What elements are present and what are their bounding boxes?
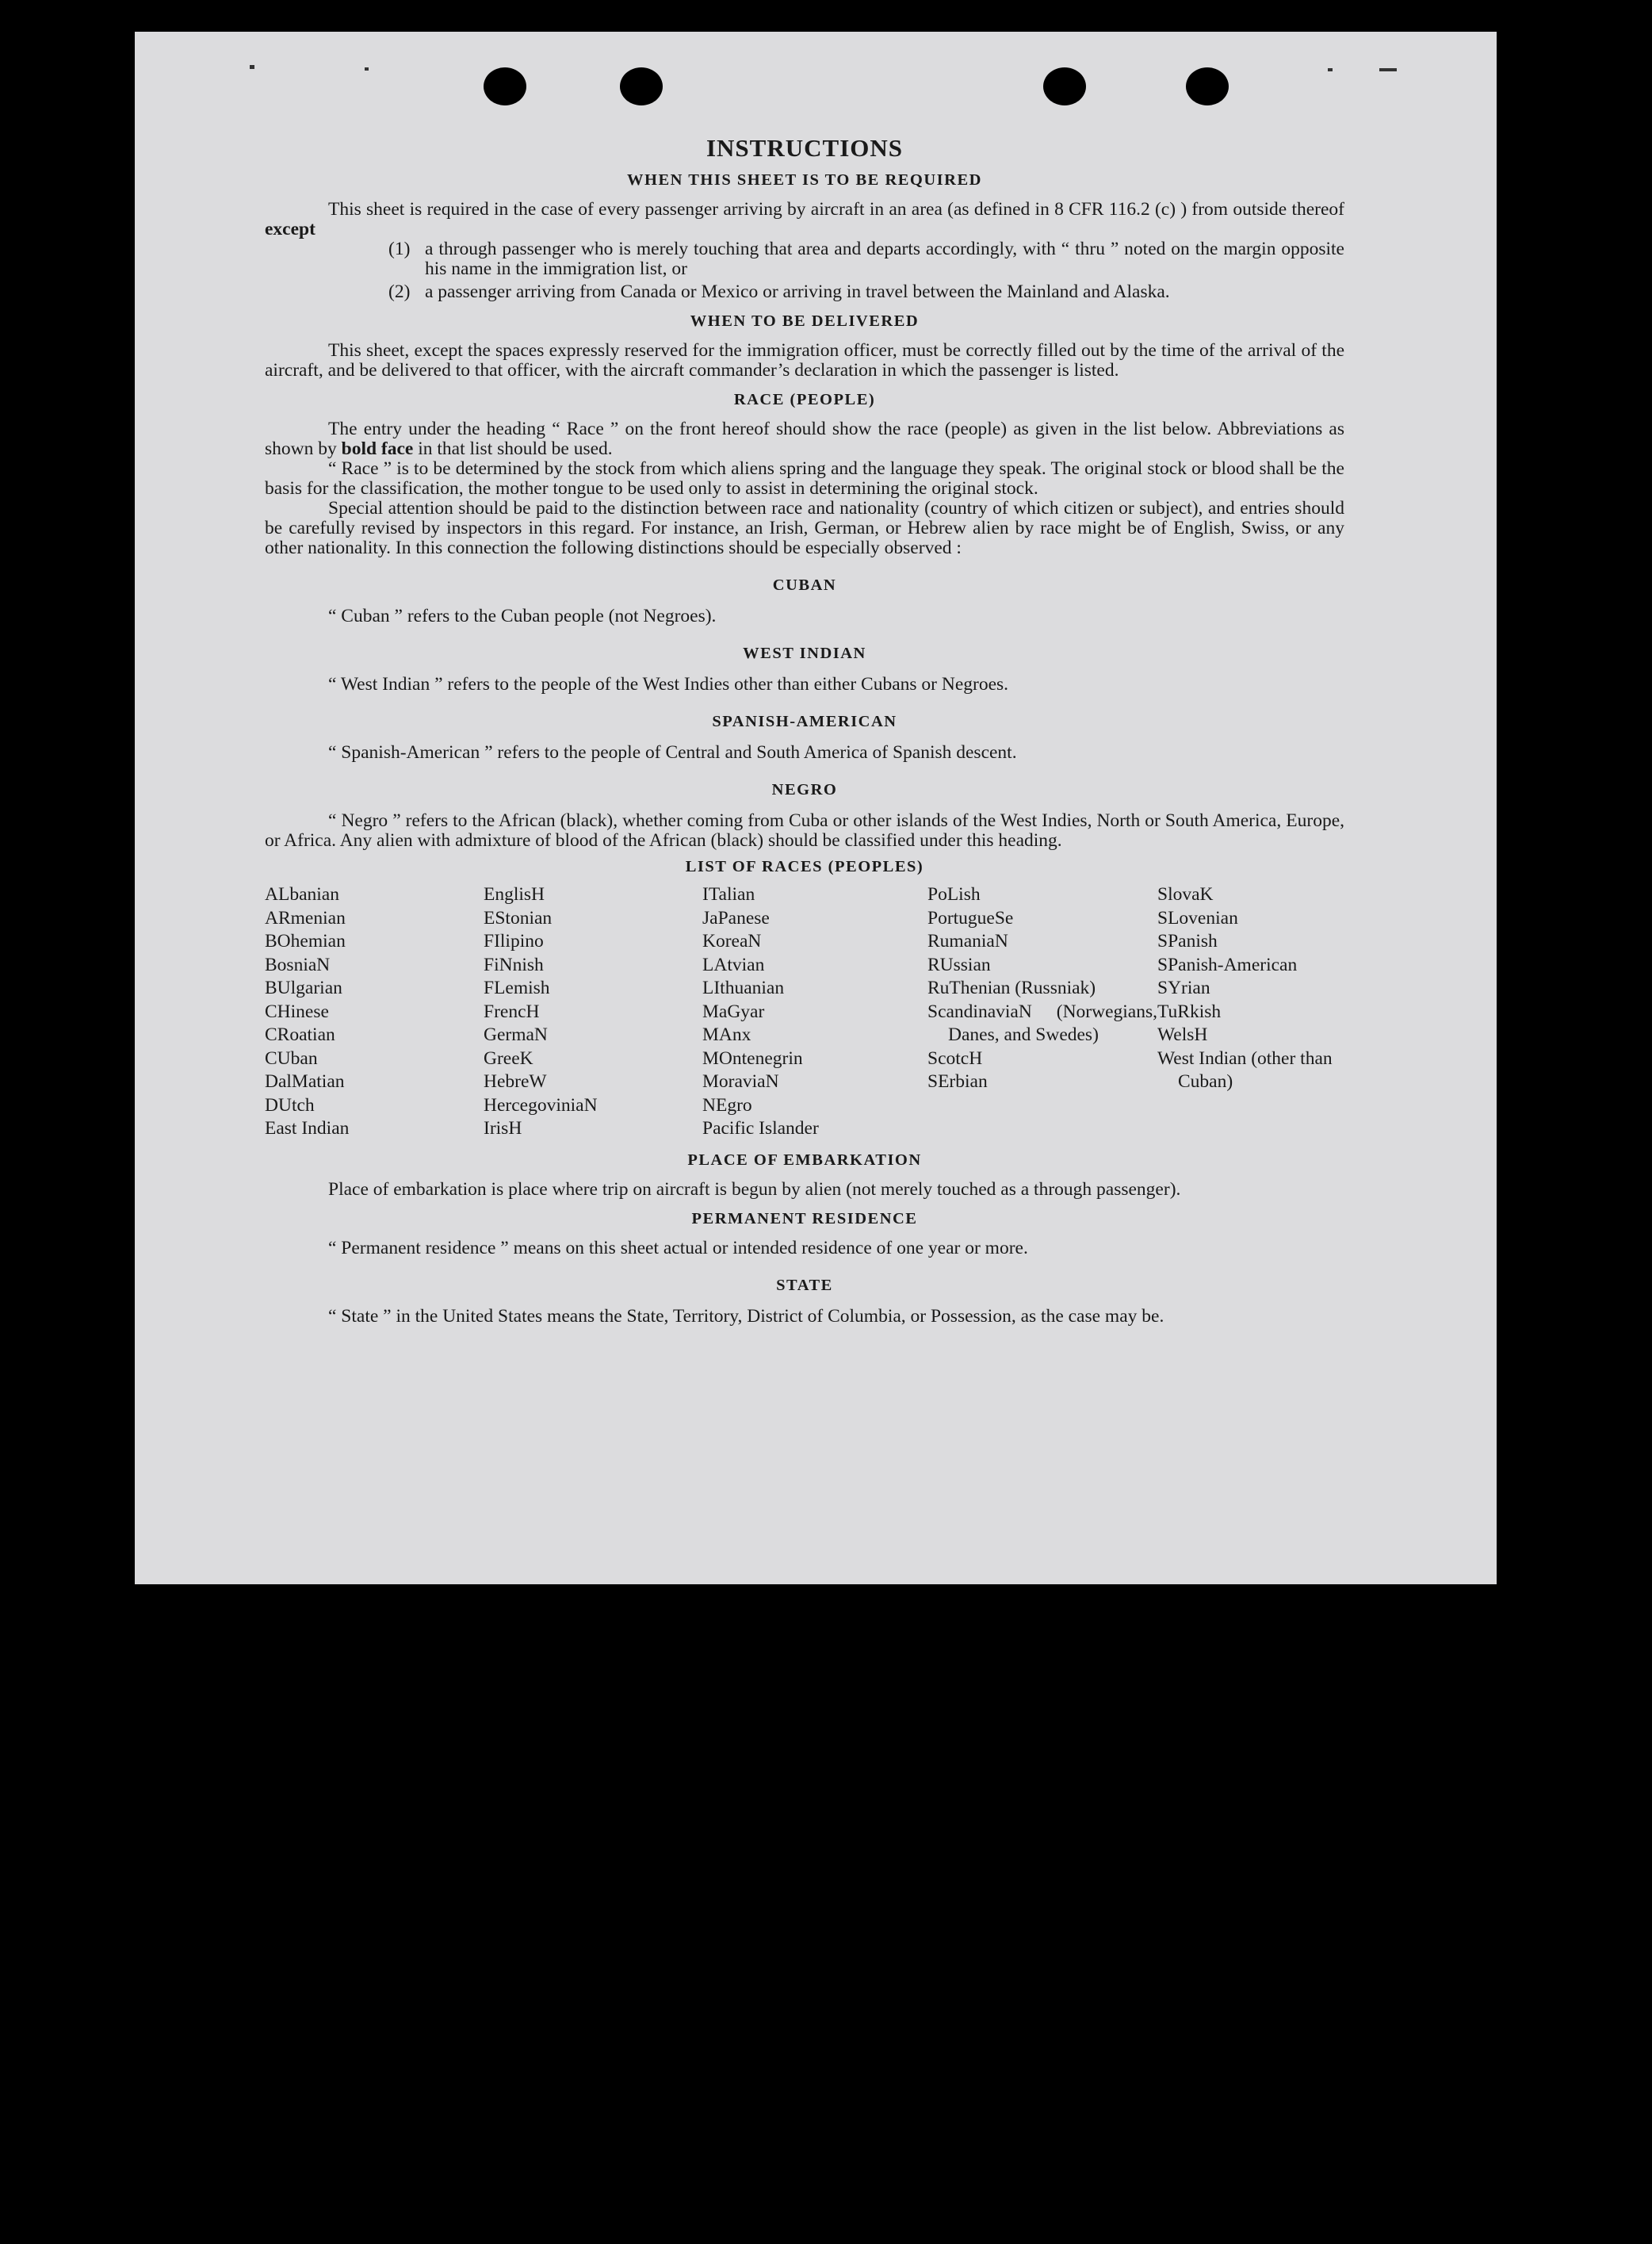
paragraph: “ Cuban ” refers to the Cuban people (not Negroes). (328, 606, 717, 626)
speck (1328, 68, 1333, 71)
paragraph: “ Race ” is to be determined by the stock from which aliens spring and the language they speak. The original stock or blood shall be the basis for the classification, the mother tongue to be used only to assist in determining the original stock. (265, 458, 1344, 499)
page-title: INSTRUCTIONS (706, 134, 903, 162)
races-column: ALbanian ARmenian BOhemian BosniaN BUlgarian CHinese CRoatian CUban DalMatian DUtch East Indian (265, 884, 350, 1139)
paragraph: This sheet, except the spaces expressly reserved for the immigration officer, must be correctly filled out by the time of the arrival of the aircraft, and be delivered to that officer, with the aircraft commander’s declaration in which the passenger is listed. (265, 340, 1344, 381)
punch-hole (1186, 67, 1229, 105)
paragraph: This sheet is required in the case of every passenger arriving by aircraft in an area (as defined in 8 CFR 116.2 (c) ) from outside thereof except (265, 199, 1344, 239)
section-heading: PERMANENT RESIDENCE (691, 1209, 918, 1227)
section-heading: LIST OF RACES (PEOPLES) (685, 858, 924, 875)
speck (1379, 68, 1397, 71)
paragraph: “ Spanish-American ” refers to the people of Central and South America of Spanish descent. (328, 742, 1017, 763)
bold-face-text: bold face (341, 438, 414, 459)
speck (365, 67, 369, 71)
races-column: SlovaK SLovenian SPanish SPanish-American SYrian TuRkish WelsH West Indian (other than Cuban) (1157, 884, 1333, 1092)
punch-hole (484, 67, 526, 105)
races-column: ITalian JaPanese KoreaN LAtvian LIthuanian MaGyar MAnx MOntenegrin MoraviaN NEgro Pacific Islander (702, 884, 819, 1139)
speck (250, 65, 254, 69)
paragraph: Special attention should be paid to the distinction between race and nationality (country of which citizen or subject), and entries should be carefully revised by inspectors in this regard. For instance, an Irish, German, or Hebrew alien by race might be of English, Swiss, or any other nationality. In this connection the following distinctions should be especially observed : (265, 498, 1344, 558)
paragraph: The entry under the heading “ Race ” on the front hereof should show the race (people) as given in the list below. Abbreviations as shown by bold face in that list should be used. (265, 419, 1344, 459)
paragraph: Place of embarkation is place where trip on aircraft is begun by alien (not merely touched as a through passenger). (328, 1178, 1181, 1200)
instructions-text (265, 134, 1344, 1327)
section-heading: STATE (776, 1276, 833, 1294)
list-item: (1) a through passenger who is merely touching that area and departs accordingly, with “ thru ” noted on the margin opposite his name in the immigration list, or (388, 239, 1344, 279)
paragraph: “ State ” in the United States means the State, Territory, District of Columbia, or Possession, as the case may be. (328, 1305, 1164, 1327)
paragraph: “ Negro ” refers to the African (black), whether coming from Cuba or other islands of the West Indies, North or South America, Europe, or Africa. Any alien with admixture of blood of the African (black) should be classified under this heading. (265, 810, 1344, 851)
section-heading: RACE (PEOPLE) (733, 391, 876, 408)
section-heading: SPANISH-AMERICAN (712, 713, 897, 730)
section-heading: WEST INDIAN (743, 645, 866, 662)
document-sheet (135, 32, 1497, 1584)
section-heading: WHEN THIS SHEET IS TO BE REQUIRED (627, 171, 982, 189)
paragraph: “ West Indian ” refers to the people of the West Indies other than either Cubans or Negroes. (328, 674, 1009, 695)
paragraph: “ Permanent residence ” means on this sheet actual or intended residence of one year or more. (328, 1237, 1028, 1258)
section-heading: NEGRO (771, 781, 838, 798)
section-heading: WHEN TO BE DELIVERED (690, 312, 920, 330)
punch-hole (620, 67, 663, 105)
races-column: EnglisH EStonian FIlipino FiNnish FLemish FrencH GermaN GreeK HebreW HercegoviniaN IrisH (484, 884, 598, 1139)
section-heading: PLACE OF EMBARKATION (687, 1151, 922, 1169)
bold-except: except (265, 219, 315, 239)
races-list (265, 883, 1344, 1141)
races-column: PoLish PortugueSe RumaniaN RUssian RuThenian (Russniak) ScandinaviaN (Norwegians, Danes, and Swedes) ScotcH SErbian (927, 884, 1157, 1092)
section-heading: CUBAN (772, 576, 837, 594)
list-item: (2) a passenger arriving from Canada or Mexico or arriving in travel between the Mainland and Alaska. (388, 281, 1170, 302)
punch-hole (1043, 67, 1086, 105)
